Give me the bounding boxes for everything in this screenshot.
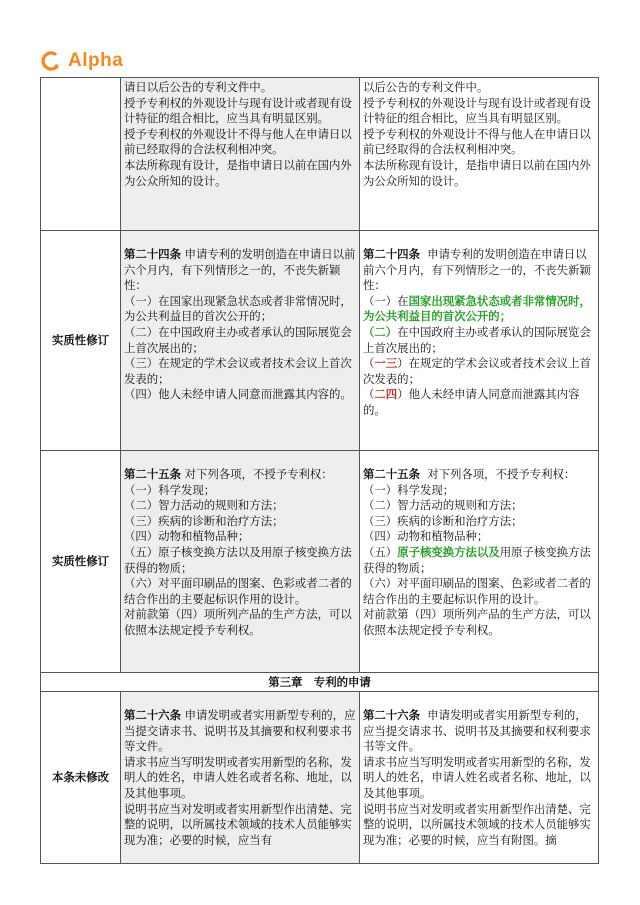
comparison-table: [40, 77, 599, 864]
table-row: [41, 78, 599, 231]
alpha-logo-icon: [40, 50, 62, 72]
old-paragraph: 请求书应当写明发明或者实用新型的名称，发明人的姓名，申请人姓名或者名称、地址，以及其他事项。: [124, 754, 352, 800]
added-text: 原子核变换方法以及: [397, 544, 500, 559]
row-category: 实质性修订: [41, 451, 121, 673]
new-text-cell: [360, 451, 599, 673]
new-item: （五）原子核变换方法以及用原子核变换方法获得的物质；: [363, 544, 591, 575]
old-paragraph: [124, 467, 356, 483]
article-lead: 申请发明或者实用新型专利的，应当提交请求书、说明书及其摘要和权利要求书等文件。: [124, 708, 356, 754]
new-paragraph: 授予专利权的外观设计与现有设计或者现有设计特征的组合相比，应当具有明显区别。: [363, 95, 591, 126]
old-text-cell: [121, 231, 360, 451]
new-item: （一三）在规定的学术会议或者技术会议上首次发表的；: [363, 356, 591, 386]
new-item: 对前款第（四）项所列产品的生产方法，可以依照本法规定授予专利权。: [363, 607, 591, 637]
old-paragraph: [124, 708, 356, 755]
new-item: （二）智力活动的规则和方法；: [363, 498, 523, 513]
changed-number: 一三: [374, 356, 398, 371]
old-paragraph: 请日以后公告的专利文件中。: [124, 80, 273, 94]
old-item: （三）在规定的学术会议或者技术会议上首次发表的；: [124, 356, 352, 386]
new-paragraph: [363, 467, 595, 483]
new-item: （一）在国家出现紧急状态或者非常情况时，为公共利益目的首次公开的；: [363, 293, 591, 324]
new-text-cell: [360, 78, 599, 231]
table-row: [41, 692, 599, 864]
old-item: （四）动物和植物品种；: [124, 529, 250, 544]
new-paragraph: 请求书应当写明发明或者实用新型的名称，发明人的姓名，申请人姓名或者名称、地址，以及其他事项。: [363, 754, 591, 800]
old-text-cell: [121, 78, 360, 231]
article-lead: 申请专利的发明创造在申请日以前六个月内，有下列情形之一的，不丧失新颖性：: [363, 247, 591, 293]
new-item: （六）对平面印刷品的图案、色彩或者二者的结合作出的主要起标识作用的设计。: [363, 576, 591, 606]
new-paragraph: 以后公告的专利文件中。: [363, 80, 489, 94]
new-paragraph: [363, 247, 595, 294]
old-text-cell: [121, 451, 360, 673]
chapter-heading: 第三章 专利的申请: [41, 673, 599, 692]
chapter-row: [41, 673, 599, 692]
new-paragraph: 授予专利权的外观设计不得与他人在申请日以前已经取得的合法权利相冲突。: [363, 126, 591, 157]
old-paragraph: 本法所称现有设计，是指申请日以前在国内外为公众所知的设计。: [124, 157, 352, 188]
old-paragraph: 授予专利权的外观设计不得与他人在申请日以前已经取得的合法权利相冲突。: [124, 126, 352, 157]
new-text-cell: [360, 692, 599, 864]
added-text: 国家出现紧急状态或者非常情况时，为公共利益目的首次公开的；: [363, 293, 591, 324]
new-text-cell: [360, 231, 599, 451]
old-paragraph: [124, 247, 356, 294]
row-category: 本条未修改: [41, 692, 121, 864]
new-paragraph: 本法所称现有设计，是指申请日以前在国内外为公众所知的设计。: [363, 157, 591, 188]
old-item: （二）在中国政府主办或者承认的国际展览会上首次展出的；: [124, 324, 352, 355]
old-item: （五）原子核变换方法以及用原子核变换方法获得的物质；: [124, 544, 352, 575]
article-lead: 申请专利的发明创造在申请日以前六个月内，有下列情形之一的，不丧失新颖性：: [124, 247, 356, 293]
row-category: 实质性修订: [41, 231, 121, 451]
old-item: （四）他人未经申请人同意而泄露其内容的。: [124, 387, 352, 402]
new-item: （四）动物和植物品种；: [363, 529, 489, 544]
article-title: 第二十六条: [124, 708, 181, 722]
old-item: （一）科学发现；: [124, 482, 216, 497]
row-category: [41, 78, 121, 231]
old-paragraph: 说明书应当对发明或者实用新型作出清楚、完整的说明，以所属技术领域的技术人员能够实现为准；必要的时候，应当有: [124, 801, 352, 847]
new-paragraph: [363, 708, 595, 755]
article-lead: 对下列各项，不授予专利权：: [184, 467, 333, 481]
changed-number: 二四: [374, 387, 398, 402]
new-item: （一）科学发现；: [363, 482, 455, 497]
article-title: 第二十四条: [363, 247, 420, 261]
new-item: （二四）他人未经申请人同意而泄露其内容的。: [363, 387, 580, 417]
alpha-logo-text: Alpha: [68, 50, 124, 71]
old-item: （三）疾病的诊断和治疗方法；: [124, 513, 284, 528]
article-title: 第二十六条: [363, 708, 420, 722]
table-row: [41, 231, 599, 451]
old-item: （二）智力活动的规则和方法；: [124, 498, 284, 513]
new-item: （三）疾病的诊断和治疗方法；: [363, 513, 523, 528]
table-row: [41, 451, 599, 673]
article-title: 第二十四条: [124, 247, 181, 261]
article-title: 第二十五条: [124, 467, 181, 481]
new-item: （二）在中国政府主办或者承认的国际展览会上首次展出的；: [363, 324, 591, 355]
old-text-cell: [121, 692, 360, 864]
new-paragraph: 说明书应当对发明或者实用新型作出清楚、完整的说明，以所属技术领域的技术人员能够实现为准；必要的时候，应当有附图。摘: [363, 801, 591, 847]
added-text: （二）: [363, 324, 398, 339]
old-paragraph: 授予专利权的外观设计与现有设计或者现有设计特征的组合相比，应当具有明显区别。: [124, 95, 352, 126]
old-item: （一）在国家出现紧急状态或者非常情况时，为公共利益目的首次公开的；: [124, 293, 352, 324]
article-title: 第二十五条: [363, 467, 420, 481]
old-item: 对前款第（四）项所列产品的生产方法，可以依照本法规定授予专利权。: [124, 607, 352, 637]
article-lead: 对下列各项，不授予专利权：: [427, 467, 576, 481]
article-lead: 申请发明或者实用新型专利的，应当提交请求书、说明书及其摘要和权利要求书等文件。: [363, 708, 591, 754]
old-item: （六）对平面印刷品的图案、色彩或者二者的结合作出的主要起标识作用的设计。: [124, 576, 352, 606]
alpha-logo: [40, 48, 123, 74]
